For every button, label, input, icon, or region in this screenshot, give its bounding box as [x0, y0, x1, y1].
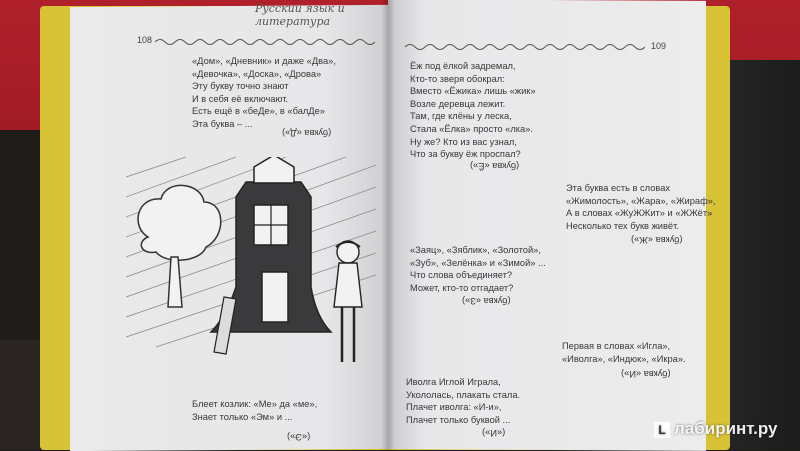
labyrinth-watermark — [654, 419, 777, 439]
verse-line: Ёж под ёлкой задремал, — [410, 61, 516, 71]
riddle-i-verse — [562, 340, 686, 365]
page-number-right: 109 — [651, 41, 667, 51]
watermark-text: лабиринт.ру — [674, 419, 778, 438]
verse-line: Укололась, плакать стала. — [406, 389, 521, 400]
verse-line: Может, кто-то отгадает? — [410, 282, 514, 293]
verse-line: Кто-то зверя обокрал: — [410, 73, 505, 84]
verse-line: Плачет иволга: «И-и», — [406, 402, 502, 413]
riddle-yo-verse — [410, 60, 536, 161]
verse-line: Есть ещё в «беДе», в «балДе» — [192, 106, 325, 117]
verse-line: Иволга Иглой Играла, — [406, 377, 501, 387]
riddle-i2-verse — [406, 376, 520, 426]
riddle-i2-answer: («И») — [482, 428, 506, 438]
verse-line: «Девочка», «Доска», «Дрова» — [192, 68, 322, 79]
verse-line: «Жимолость», «Жара», «Жираф», — [566, 195, 716, 206]
running-header-title: Русский язык и литература — [255, 2, 345, 28]
verse-line: Знает только «Эм» и ... — [192, 411, 293, 422]
riddle-zh-verse — [566, 182, 716, 232]
verse-line: «Зуб», «Зелёнка» и «Зимой» ... — [410, 257, 546, 268]
verse-line: Что за букву ёж проспал? — [410, 149, 521, 160]
riddle-z-verse — [410, 244, 546, 294]
page-number-left: 108 — [137, 35, 153, 45]
verse-line: А в словах «ЖуЖЖит» и «ЖЖёт» — [566, 208, 713, 219]
riddle-yo-answer: (буква «Ё») — [470, 161, 520, 171]
riddle-i-answer: (буква «И») — [621, 369, 671, 379]
verse-line: «Дом», «Дневник» и даже «Два», — [192, 56, 336, 66]
book-gutter — [381, 0, 395, 450]
verse-line: Плачет только буквой ... — [406, 414, 511, 425]
riddle-d-answer: (буква «Д») — [282, 128, 332, 138]
riddle-e-verse — [192, 398, 317, 423]
riddle-e-answer: («Э») — [287, 432, 311, 442]
verse-line: Эта буква – ... — [192, 118, 253, 129]
verse-line: Вместо «Ёжика» лишь «жик» — [410, 86, 536, 97]
verse-line: Первая в словах «Игла», — [562, 341, 671, 351]
verse-line: Что слова объединяет? — [410, 270, 513, 281]
girl-and-house-illustration — [126, 157, 376, 389]
labyrinth-logo-icon: L — [654, 422, 670, 438]
verse-line: Эту букву точно знают — [192, 81, 289, 92]
riddle-z-answer: (буква «З») — [462, 296, 511, 306]
verse-line: Ну же? Кто из вас узнал, — [410, 136, 517, 147]
verse-line: Несколько тех букв живёт. — [566, 220, 679, 231]
verse-line: Возле деревца лежит. — [410, 98, 506, 109]
verse-line: Стала «Ёлка» просто «лка». — [410, 123, 533, 134]
verse-line: И в себя её включают. — [192, 93, 289, 104]
verse-line: «Иволга», «Индюк», «Икра». — [562, 353, 686, 364]
header-ornament-left — [155, 36, 380, 46]
verse-line: Там, где клёны у леска, — [410, 111, 512, 122]
verse-line: Эта буква есть в словах — [566, 183, 671, 193]
verse-line: «Заяц», «Зяблик», «Золотой», — [410, 245, 541, 255]
riddle-d-verse — [192, 55, 336, 131]
riddle-zh-answer: (буква «Ж») — [631, 235, 683, 245]
verse-line: Блеет козлик: «Ме» да «ме», — [192, 399, 318, 409]
header-ornament-right — [405, 42, 645, 52]
